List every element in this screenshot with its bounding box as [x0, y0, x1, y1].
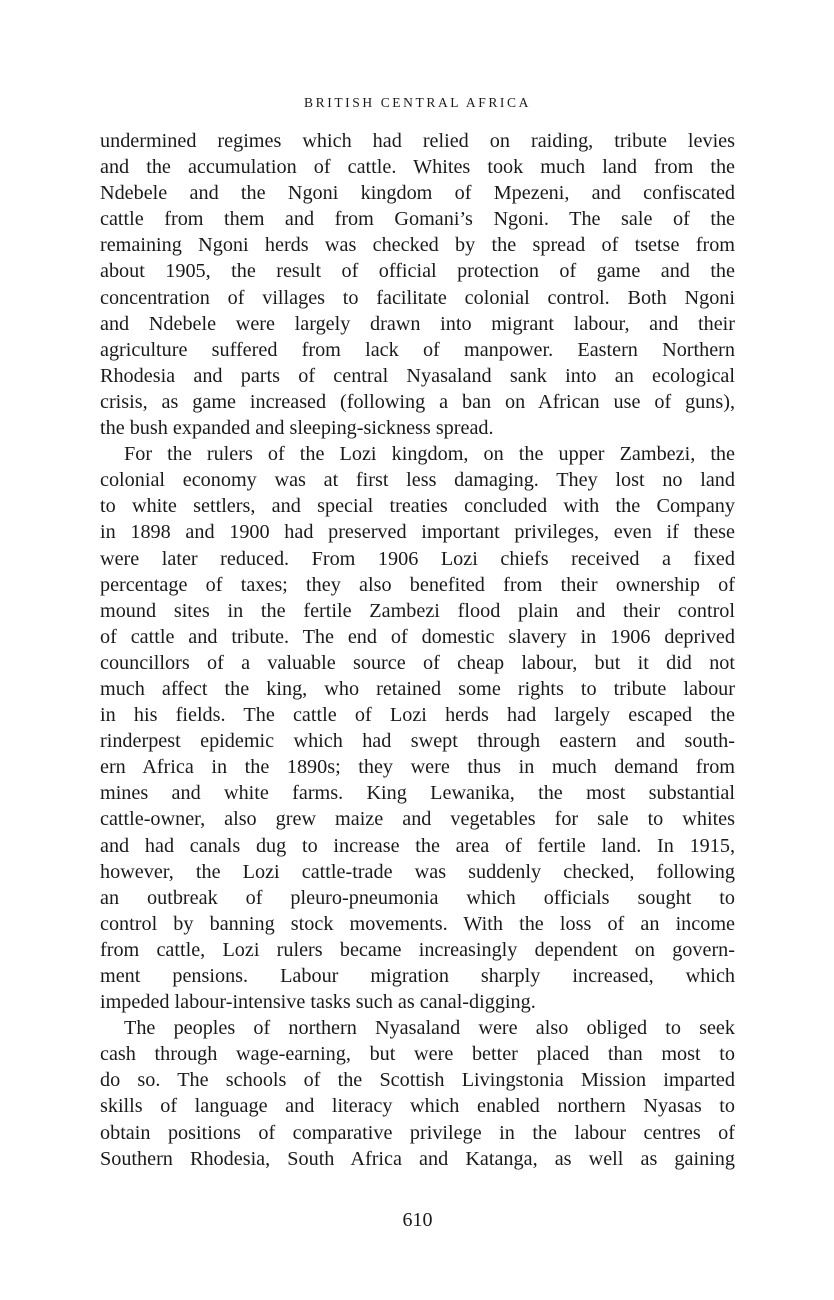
book-page — [100, 0, 735, 1300]
text-line: an outbreak of pleuro-pneumonia which officials sought to — [100, 886, 735, 909]
text-line: control by banning stock movements. With the loss of an income — [100, 912, 735, 935]
page-number: 610 — [402, 1209, 433, 1231]
text-line: and had canals dug to increase the area of fertile land. In 1915, — [100, 834, 735, 857]
text-line: mines and white farms. King Lewanika, the most substantial — [100, 782, 735, 805]
text-line: Ndebele and the Ngoni kingdom of Mpezeni, and confiscated — [100, 182, 735, 205]
text-line: colonial economy was at first less damaging. They lost no land — [100, 469, 735, 492]
text-line: cash through wage-earning, but were better placed than most to — [100, 1043, 735, 1066]
text-line: do so. The schools of the Scottish Livingstonia Mission imparted — [100, 1069, 735, 1092]
text-line: remaining Ngoni herds was checked by the spread of tsetse from — [100, 234, 735, 257]
text-line: ern Africa in the 1890s; they were thus in much demand from — [100, 756, 735, 779]
text-line: in his fields. The cattle of Lozi herds had largely escaped the — [100, 704, 735, 727]
text-line: cattle from them and from Gomani’s Ngoni. The sale of the — [100, 208, 735, 231]
text-line: skills of language and literacy which enabled northern Nyasas to — [100, 1095, 735, 1118]
text-line: however, the Lozi cattle-trade was suddenly checked, following — [100, 860, 735, 883]
text-line: cattle-owner, also grew maize and vegetables for sale to whites — [100, 808, 735, 831]
text-line: impeded labour-intensive tasks such as canal-digging. — [100, 991, 536, 1014]
text-line: councillors of a valuable source of cheap labour, but it did not — [100, 651, 735, 674]
text-line: agriculture suffered from lack of manpower. Eastern Northern — [100, 338, 735, 361]
text-line: concentration of villages to facilitate colonial control. Both Ngoni — [100, 286, 735, 309]
text-line: the bush expanded and sleeping-sickness spread. — [100, 417, 494, 440]
body-text — [100, 128, 735, 1172]
text-line: of cattle and tribute. The end of domestic slavery in 1906 deprived — [100, 625, 735, 648]
text-line: percentage of taxes; they also benefited from their ownership of — [100, 573, 735, 596]
text-line: rinderpest epidemic which had swept through eastern and south- — [100, 730, 735, 753]
text-line: Rhodesia and parts of central Nyasaland sank into an ecological — [100, 364, 735, 387]
text-line: crisis, as game increased (following a ban on African use of guns), — [100, 390, 735, 413]
text-line: about 1905, the result of official protection of game and the — [100, 260, 735, 283]
text-line: obtain positions of comparative privilege in the labour centres of — [100, 1121, 735, 1144]
text-line: The peoples of northern Nyasaland were also obliged to seek — [124, 1017, 735, 1040]
text-line: and Ndebele were largely drawn into migrant labour, and their — [100, 312, 735, 335]
text-line: ment pensions. Labour migration sharply increased, which — [100, 965, 735, 987]
text-line: much affect the king, who retained some rights to tribute labour — [100, 677, 735, 700]
text-line: in 1898 and 1900 had preserved important privileges, even if these — [100, 521, 735, 544]
text-line: mound sites in the fertile Zambezi flood plain and their control — [100, 599, 735, 622]
running-head: BRITISH CENTRAL AFRICA — [304, 95, 531, 110]
text-line: undermined regimes which had relied on raiding, tribute levies — [100, 130, 735, 152]
paragraph-2 — [100, 441, 735, 1015]
text-line: to white settlers, and special treaties concluded with the Company — [100, 495, 735, 518]
text-line: Southern Rhodesia, South Africa and Katanga, as well as gaining — [100, 1147, 735, 1170]
text-line: were later reduced. From 1906 Lozi chiefs received a fixed — [100, 547, 735, 570]
paragraph-3 — [100, 1015, 735, 1172]
text-line: For the rulers of the Lozi kingdom, on the upper Zambezi, the — [124, 443, 735, 466]
paragraph-1 — [100, 128, 735, 441]
text-line: and the accumulation of cattle. Whites took much land from the — [100, 156, 735, 179]
text-line: from cattle, Lozi rulers became increasingly dependent on govern- — [100, 938, 735, 961]
